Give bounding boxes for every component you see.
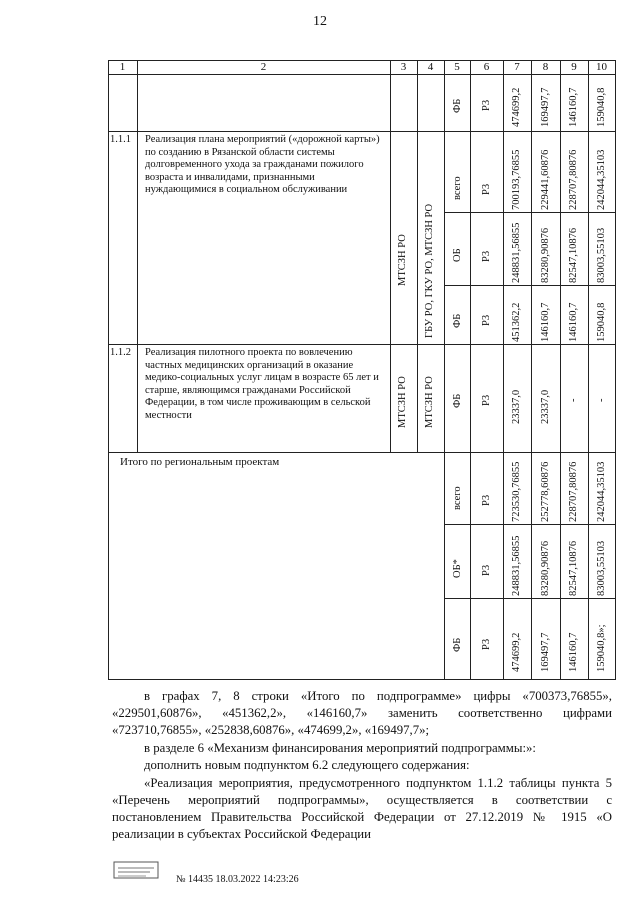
row-1-1-1-sub2-value-8: 83280,90876: [540, 227, 551, 283]
top-row-code: Р3: [481, 99, 492, 111]
total-sub3-value-8: 169497,7: [540, 632, 551, 672]
col-header-10: 10: [596, 61, 607, 73]
total-sub1-code: Р3: [481, 494, 492, 506]
row-1-1-1-sub3-value-8: 146160,7: [540, 302, 551, 342]
col-header-4: 4: [427, 61, 434, 73]
row-1-1-2-text: Реализация пилотного проекта по вовлечению частных медицинских организаций в оказание медико-социальных услуг лицам в возрасте 65 лет и старше, являющимся гражданами Российской Федерации, в том числе проживающим в сельской местности: [145, 347, 379, 421]
top-row-source: ФБ: [452, 98, 463, 113]
row-1-1-1-number: 1.1.1: [110, 134, 131, 145]
row-1-1-2-value-10: -: [596, 398, 607, 402]
total-sub3-value-10: 159040,8»;: [596, 624, 607, 672]
col-header-8: 8: [542, 61, 549, 73]
row-1-1-1-col3: МТСЗН РО: [397, 234, 408, 286]
row-1-1-2-value-9: -: [568, 398, 579, 402]
paragraph-replace-figures: в графах 7, 8 строки «Итого по подпрограмме» цифры «700373,76855», «229501,60876», «451362,2», «146160,7» заменить соответственно цифрами «723710,76855», «252838,60876», «474699,2», «169497,7»;: [112, 689, 612, 737]
row-1-1-1-text: Реализация плана мероприятий («дорожной карты») по созданию в Рязанской области системы долговременного ухода за гражданами пожилого возраста и инвалидами, признанными нуждающимися в социальном обслуживании: [145, 134, 380, 195]
row-1-1-2-code: Р3: [481, 394, 492, 406]
total-sub2-value-8: 83280,90876: [540, 540, 551, 596]
row-1-1-2-value-7: 23337,0: [511, 389, 522, 424]
row-1-1-2-col4: МТСЗН РО: [424, 376, 435, 428]
row-1-1-2-value-8: 23337,0: [540, 389, 551, 424]
row-1-1-1-sub1-value-9: 228707,80876: [568, 149, 579, 210]
row-1-1-1-sub1-code: Р3: [481, 183, 492, 195]
col-header-2: 2: [260, 61, 267, 73]
row-1-1-1-sub3-value-9: 146160,7: [568, 302, 579, 342]
total-sub3-value-7: 474699,2: [511, 632, 522, 672]
top-row-value-9: 146160,7: [568, 87, 579, 127]
col-header-5: 5: [454, 61, 460, 73]
total-sub2-code: Р3: [481, 564, 492, 576]
page-number: 12: [313, 14, 327, 29]
row-1-1-2-source: ФБ: [452, 393, 463, 408]
total-sub2-value-7: 248831,56855: [511, 535, 522, 596]
col-header-9: 9: [571, 61, 577, 73]
row-1-1-2-col3: МТСЗН РО: [397, 376, 408, 428]
total-sub3-code: Р3: [481, 638, 492, 650]
total-sub1-value-10: 242044,35103: [596, 461, 607, 522]
total-sub3-value-9: 146160,7: [568, 632, 579, 672]
col-header-6: 6: [483, 61, 490, 73]
document-id: № 14435 18.03.2022 14:23:26: [176, 874, 299, 885]
total-label: Итого по региональным проектам: [120, 456, 280, 468]
col-header-1: 1: [119, 61, 126, 73]
top-row-value-10: 159040,8: [596, 87, 607, 127]
row-1-1-1-sub2-code: Р3: [481, 250, 492, 262]
paragraph-add-6-2: дополнить новым подпунктом 6.2 следующего содержания:: [144, 758, 470, 772]
row-1-1-1-sub2-source: ОБ: [452, 248, 463, 262]
document-stamp-icon: [112, 858, 160, 882]
total-sub2-source: ОБ*: [452, 559, 463, 578]
row-1-1-1-sub2-value-7: 248831,56855: [511, 222, 522, 283]
top-row-value-8: 169497,7: [540, 87, 551, 127]
row-1-1-1-sub2-value-10: 83003,55103: [596, 227, 607, 283]
col-header-3: 3: [400, 61, 407, 73]
row-1-1-1-sub1-value-8: 229441,60876: [540, 149, 551, 210]
row-1-1-1-sub3-value-10: 159040,8: [596, 302, 607, 342]
top-row-value-7: 474699,2: [511, 87, 522, 127]
row-1-1-1-sub1-value-10: 242044,35103: [596, 149, 607, 210]
total-sub3-source: ФБ: [452, 637, 463, 652]
row-1-1-1-sub3-source: ФБ: [452, 313, 463, 328]
total-sub1-value-7: 723530,76855: [511, 461, 522, 522]
paragraph-implementation: «Реализация мероприятия, предусмотренного подпунктом 1.1.2 таблицы пункта 5 «Перечень мероприятий подпрограммы», осуществляется в соответствии с постановлением Правительства Российской Федерации от 27.12.2019 № 1915 «О реализации в субъектах Российской Федерации: [112, 776, 612, 841]
paragraph-section-6: в разделе 6 «Механизм финансирования мероприятий подпрограммы:»:: [144, 741, 536, 755]
row-1-1-1-sub1-source: всего: [452, 176, 463, 200]
total-sub2-value-9: 82547,10876: [568, 540, 579, 596]
total-sub1-source: всего: [452, 486, 463, 510]
total-sub2-value-10: 83003,55103: [596, 540, 607, 596]
row-1-1-1-sub3-code: Р3: [481, 314, 492, 326]
total-sub1-value-8: 252778,60876: [540, 461, 551, 522]
total-sub1-value-9: 228707,80876: [568, 461, 579, 522]
row-1-1-1-col4: ГБУ РО, ГКУ РО, МТСЗН РО: [424, 203, 435, 338]
row-1-1-1-sub3-value-7: 451362,2: [511, 302, 522, 342]
row-1-1-1-sub2-value-9: 82547,10876: [568, 227, 579, 283]
row-1-1-1-sub1-value-7: 700193,76855: [511, 149, 522, 210]
row-1-1-2-number: 1.1.2: [110, 347, 131, 358]
col-header-7: 7: [514, 61, 520, 73]
